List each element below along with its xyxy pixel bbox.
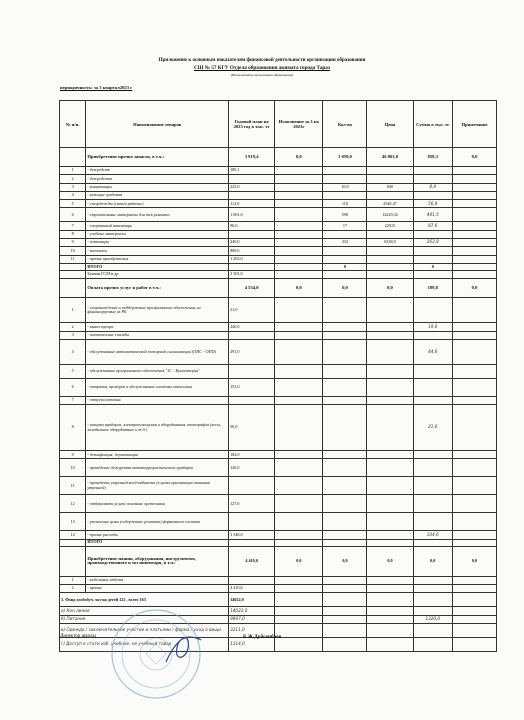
cell: 1 xyxy=(60,298,86,323)
cell: 10,0 xyxy=(323,183,367,191)
cell: 19,0 xyxy=(413,323,453,331)
table-row xyxy=(60,222,497,230)
cell xyxy=(275,239,323,247)
cell: 96,0 xyxy=(229,222,275,230)
cell xyxy=(413,298,453,323)
cell: 1 xyxy=(60,576,86,584)
cell xyxy=(413,495,453,513)
cell xyxy=(453,495,497,513)
cell: 332 xyxy=(323,239,367,247)
cell: 1 059,0 xyxy=(323,148,367,167)
cell: 858,3 xyxy=(413,148,453,167)
cell xyxy=(367,247,413,255)
cell xyxy=(275,230,323,238)
cell: 4 534,0 xyxy=(229,279,275,298)
cell xyxy=(323,339,367,364)
cell xyxy=(275,167,323,175)
table-row xyxy=(60,270,497,278)
cell: 0,0 xyxy=(453,546,497,576)
cell: 0,0 xyxy=(323,546,367,576)
table-row xyxy=(60,208,497,222)
col-header: Годовой план на 2023 год в тыс. тг xyxy=(229,101,275,148)
cell xyxy=(323,396,367,404)
cell: 120,0 xyxy=(229,459,275,477)
cell: - строительные материалы для тек.ремонта xyxy=(86,208,229,222)
cell xyxy=(323,167,367,175)
cell: 9 xyxy=(60,451,86,459)
cell xyxy=(367,495,413,513)
cell: 0,0 xyxy=(413,546,453,576)
cell xyxy=(275,513,323,531)
cell xyxy=(367,531,413,539)
table-row xyxy=(60,339,497,364)
cell: 240,0 xyxy=(229,323,275,331)
cell: 4 410,0 xyxy=(229,585,275,593)
cell: 2 xyxy=(60,323,86,331)
cell xyxy=(367,323,413,331)
cell xyxy=(413,247,453,255)
col-header: Кол-во xyxy=(323,101,367,148)
col-header: Цена xyxy=(367,101,413,148)
cell: - прочие xyxy=(86,585,229,593)
cell xyxy=(413,451,453,459)
cell xyxy=(229,331,275,339)
cell: 0,0 xyxy=(275,546,323,576)
table-row xyxy=(60,230,497,238)
cell xyxy=(367,451,413,459)
cell xyxy=(413,637,453,651)
cell: г) Доступ к стати изб. учебное, не учебный товар xyxy=(60,637,229,651)
cell xyxy=(453,451,497,459)
cell: - дезсредств xyxy=(86,167,229,175)
cell xyxy=(229,576,275,584)
cell xyxy=(453,339,497,364)
cell xyxy=(413,331,453,339)
cell xyxy=(453,323,497,331)
cell xyxy=(453,396,497,404)
cell xyxy=(275,208,323,222)
cell: - запчасти xyxy=(86,247,229,255)
cell xyxy=(275,331,323,339)
cell: 56,8 xyxy=(413,200,453,208)
cell: в) Одежда / заключительное участие и платьями / форма / уход о вещи xyxy=(60,623,229,637)
cell: 3 348,0 xyxy=(229,531,275,539)
cell: - спортивный инвентарь xyxy=(86,222,229,230)
table-row xyxy=(60,396,497,404)
cell: 1320,0 xyxy=(413,615,453,623)
cell xyxy=(323,451,367,459)
cell xyxy=(413,230,453,238)
table-row xyxy=(60,191,497,199)
section-title: 3. Фонд особобуч. хоз-на детей 122 , всего 163 xyxy=(60,593,229,607)
cell xyxy=(453,208,497,222)
cell: 104,6 xyxy=(413,531,453,539)
table-row xyxy=(60,255,497,263)
table-row xyxy=(60,477,497,495)
cell xyxy=(367,477,413,495)
table-row xyxy=(60,247,497,255)
cell: - дезсредства xyxy=(86,175,229,183)
cell: 9897,0 xyxy=(229,615,275,623)
cell xyxy=(453,183,497,191)
total-row xyxy=(60,263,497,270)
cell xyxy=(413,364,453,378)
cell xyxy=(453,191,497,199)
table-row xyxy=(60,576,497,584)
cell: 0,0 xyxy=(367,546,413,576)
cell: 291,0 xyxy=(229,339,275,364)
cell: 12 xyxy=(60,495,86,513)
table-row xyxy=(60,200,497,208)
cell: - обслуживание программного обеспечения "1С - Бухгалтерия" xyxy=(86,364,229,378)
cell xyxy=(323,230,367,238)
table-row xyxy=(60,405,497,451)
org-name: СШ № 57 КГУ Отдела образования акимата города Тараз xyxy=(194,65,330,71)
cell: 840 xyxy=(367,183,413,191)
cell xyxy=(453,405,497,451)
cell xyxy=(453,331,497,339)
table-row xyxy=(60,364,497,378)
table-header xyxy=(60,101,497,148)
cell: - отпуска сетевых xyxy=(86,396,229,404)
cell xyxy=(453,167,497,175)
cell xyxy=(275,247,323,255)
cell xyxy=(367,364,413,378)
cell: 2 xyxy=(60,175,86,183)
cell xyxy=(367,298,413,323)
cell xyxy=(453,513,497,531)
cell: 22915 xyxy=(367,222,413,230)
cell xyxy=(275,495,323,513)
cell: 3 919,4 xyxy=(229,148,275,167)
cell: 8,4 xyxy=(413,183,453,191)
doc-title: Приложение к основным показателям финансовой деятельности организации образования xyxy=(158,58,366,63)
cell: 5 xyxy=(60,364,86,378)
cell xyxy=(367,396,413,404)
cell: 180,1 xyxy=(229,167,275,175)
col-header: Исполнение за 3 кв 2023г xyxy=(275,101,323,148)
cell xyxy=(367,255,413,263)
cell xyxy=(413,175,453,183)
cell xyxy=(323,405,367,451)
cell: 0,0 xyxy=(453,148,497,167)
cell: 11 xyxy=(60,477,86,495)
cell: - учебные материалы xyxy=(86,230,229,238)
table-row xyxy=(60,513,497,531)
cell xyxy=(323,477,367,495)
total-label: ИТОГО xyxy=(86,263,229,270)
table-row xyxy=(60,531,497,539)
cell: 0,0 xyxy=(275,279,323,298)
cell xyxy=(275,191,323,199)
section-title-row xyxy=(60,148,497,167)
total-qty: 0 xyxy=(323,263,367,270)
table-row xyxy=(60,459,497,477)
cell xyxy=(367,339,413,364)
cell xyxy=(275,459,323,477)
fuel-plan: 3 301,0 xyxy=(229,270,275,278)
total-label: ИТОГО xyxy=(86,539,229,546)
cell: 6 xyxy=(60,378,86,396)
cell: 240,0 xyxy=(229,239,275,247)
cell xyxy=(323,247,367,255)
cell xyxy=(323,298,367,323)
cell xyxy=(453,378,497,396)
cell: - моющие средства xyxy=(86,191,229,199)
cell: 4 xyxy=(60,339,86,364)
cell xyxy=(275,222,323,230)
cell xyxy=(275,183,323,191)
cell xyxy=(453,247,497,255)
cell: - изготовление стенды xyxy=(86,331,229,339)
cell xyxy=(367,331,413,339)
cell: 10 xyxy=(60,459,86,477)
fuel-label: Бензин ГСМ и др xyxy=(86,270,229,278)
cell: 21,0 xyxy=(229,298,275,323)
cell: 14022,0 xyxy=(229,607,275,615)
col-header: № п/п. xyxy=(60,101,86,148)
cell: 3 xyxy=(60,331,86,339)
cell: - обслуживание автоматической пожарной сигнализации (ОПС - ОПП) xyxy=(86,339,229,364)
cell: 44,6 xyxy=(413,339,453,364)
cell: 8 xyxy=(60,230,86,238)
cell xyxy=(453,531,497,539)
cell: 1 xyxy=(60,167,86,175)
cell: - мебельные изделия xyxy=(86,576,229,584)
cell: 153,0 xyxy=(229,378,275,396)
cell: - поверка приборов, электроосвещения и оборудования, тахографов (весы, холодильное оборудование и т.д.) xyxy=(86,405,229,451)
cell xyxy=(323,531,367,539)
cell: 10 xyxy=(60,247,86,255)
cell: 46 863,0 xyxy=(367,148,413,167)
cell: 13 xyxy=(60,513,86,531)
cell: - хозтовары xyxy=(86,239,229,247)
cell xyxy=(275,531,323,539)
section-title-row xyxy=(60,279,497,298)
cell: 1 265,0 xyxy=(229,255,275,263)
stamp-seal xyxy=(106,604,206,704)
cell xyxy=(275,255,323,263)
cell xyxy=(413,607,453,615)
cell xyxy=(453,364,497,378)
cell: - проведение дежурства антитеррористических прибиров xyxy=(86,459,229,477)
cell: б) Питание xyxy=(60,615,229,623)
section-title: Приобретение машин, оборудования, инструментов, производственного и хоз инвентаря, в т.ч.: xyxy=(86,546,229,576)
cell xyxy=(323,364,367,378)
cell xyxy=(275,451,323,459)
cell: 0,0 xyxy=(323,279,367,298)
cell: 184,0 xyxy=(229,451,275,459)
cell: - отбуксовать услуги основные оргтехники xyxy=(86,495,229,513)
cell xyxy=(229,513,275,531)
cell xyxy=(229,477,275,495)
cell: - сопровождение и поддержание программного обеспечения, не финансируемые из РБ xyxy=(86,298,229,323)
org-caption: (Наименование организации образования) xyxy=(230,73,294,77)
cell: - прочие расходы xyxy=(86,531,229,539)
cell xyxy=(323,255,367,263)
cell xyxy=(413,191,453,199)
cell: 17 xyxy=(323,222,367,230)
cell xyxy=(229,230,275,238)
total-row xyxy=(60,539,497,546)
period-label: периодичность: за 3 квартал2023 г xyxy=(60,85,133,90)
cell: 7 xyxy=(60,222,86,230)
cell xyxy=(367,167,413,175)
cell: 87,6 xyxy=(413,222,453,230)
cell: 127,0 xyxy=(229,495,275,513)
cell: 590 xyxy=(323,208,367,222)
cell xyxy=(453,459,497,477)
cell: 1 001,0 xyxy=(229,208,275,222)
col-header: Сумма в тыс. тг xyxy=(413,101,453,148)
cell xyxy=(413,378,453,396)
cell xyxy=(275,396,323,404)
cell xyxy=(229,191,275,199)
col-header: Примечание xyxy=(453,101,497,148)
table-row xyxy=(60,183,497,191)
cell: 21,6 xyxy=(413,405,453,451)
cell xyxy=(323,175,367,183)
cell: - спецодежды (сапоги рабочие) xyxy=(86,200,229,208)
cell: 110 xyxy=(323,200,367,208)
cell xyxy=(323,323,367,331)
cell xyxy=(453,239,497,247)
table-row xyxy=(60,585,497,593)
table-row xyxy=(60,167,497,175)
cell xyxy=(275,323,323,331)
cell: 800,0 xyxy=(229,247,275,255)
cell xyxy=(367,405,413,451)
cell xyxy=(323,495,367,513)
total-sum: 0 xyxy=(413,263,453,270)
cell: 6 xyxy=(60,208,86,222)
cell xyxy=(413,477,453,495)
cell: 225,0 xyxy=(229,183,275,191)
financial-table xyxy=(59,100,497,652)
cell xyxy=(275,378,323,396)
cell: 3 xyxy=(60,183,86,191)
cell: - отправка, проверка и обслуживание системы отопления xyxy=(86,378,229,396)
cell: 4 xyxy=(60,191,86,199)
cell xyxy=(275,477,323,495)
cell xyxy=(453,255,497,263)
cell xyxy=(413,513,453,531)
cell xyxy=(275,339,323,364)
cell: 0,0 xyxy=(453,279,497,298)
cell: 9 xyxy=(60,239,86,247)
signature-role: Директор школы xyxy=(60,634,96,639)
cell xyxy=(367,513,413,531)
cell: 14 xyxy=(60,531,86,539)
cell: 1314,0 xyxy=(229,637,275,651)
cell xyxy=(323,513,367,531)
cell xyxy=(413,167,453,175)
cell xyxy=(453,477,497,495)
signature-name: Б.Ж.Дуйсенбаев xyxy=(243,634,282,640)
cell: 50,0 xyxy=(229,405,275,451)
cell xyxy=(229,364,275,378)
cell xyxy=(367,459,413,477)
cell: 2540,47 xyxy=(367,200,413,208)
cell xyxy=(367,378,413,396)
cell: 8 xyxy=(60,405,86,451)
cell: 189,8 xyxy=(413,279,453,298)
cell xyxy=(413,396,453,404)
cell xyxy=(275,175,323,183)
cell: 0,0 xyxy=(275,148,323,167)
cell xyxy=(453,222,497,230)
cell xyxy=(453,298,497,323)
cell xyxy=(453,200,497,208)
table-row xyxy=(60,378,497,396)
cell: 5 xyxy=(60,200,86,208)
cell: - вывоз мусора xyxy=(86,323,229,331)
cell xyxy=(323,191,367,199)
cell xyxy=(413,459,453,477)
cell: 4 410,0 xyxy=(229,546,275,576)
cell: 0,0 xyxy=(367,279,413,298)
table-row xyxy=(60,239,497,247)
cell xyxy=(323,459,367,477)
cell: 441,5 xyxy=(413,208,453,222)
cell xyxy=(367,191,413,199)
cell: а) Кон линия xyxy=(60,607,229,615)
cell xyxy=(229,175,275,183)
cell xyxy=(323,378,367,396)
cell xyxy=(453,175,497,183)
col-header: Наименование товаров xyxy=(86,101,229,148)
cell: 263,8 xyxy=(413,239,453,247)
cell: 2 xyxy=(60,585,86,593)
cell: - проведение утренней коей-кабинета (в целях ориентации оказания утренней) xyxy=(86,477,229,495)
cell xyxy=(275,364,323,378)
table-row xyxy=(60,451,497,459)
cell: 3211,0 xyxy=(229,623,275,637)
cell xyxy=(323,331,367,339)
cell: 112,0 xyxy=(229,200,275,208)
cell: 11 xyxy=(60,255,86,263)
cell: 14022,0 xyxy=(229,593,275,607)
table-row xyxy=(60,331,497,339)
table-row xyxy=(60,495,497,513)
cell xyxy=(367,230,413,238)
cell: 7 xyxy=(60,396,86,404)
cell xyxy=(275,405,323,451)
cell: - дезинфекция, дератизация xyxy=(86,451,229,459)
cell xyxy=(413,623,453,637)
cell: - прочие приобретения xyxy=(86,255,229,263)
cell: - увеличение цены (содержание ремонта) фирменного состава xyxy=(86,513,229,531)
section-title: Оплата прочих услуг и работ в т.ч.: xyxy=(86,279,229,298)
section-title-row xyxy=(60,546,497,576)
cell xyxy=(275,298,323,323)
table-row xyxy=(60,175,497,183)
cell xyxy=(229,396,275,404)
cell: - канцтовары xyxy=(86,183,229,191)
cell xyxy=(413,255,453,263)
cell xyxy=(367,175,413,183)
table-row xyxy=(60,298,497,323)
cell: 14229,32 xyxy=(367,208,413,222)
cell xyxy=(275,200,323,208)
section-title: Приобретение прочих запасов, в т.ч.: xyxy=(86,148,229,167)
cell xyxy=(453,230,497,238)
cell: 6338,0 xyxy=(367,239,413,247)
table-row xyxy=(60,323,497,331)
